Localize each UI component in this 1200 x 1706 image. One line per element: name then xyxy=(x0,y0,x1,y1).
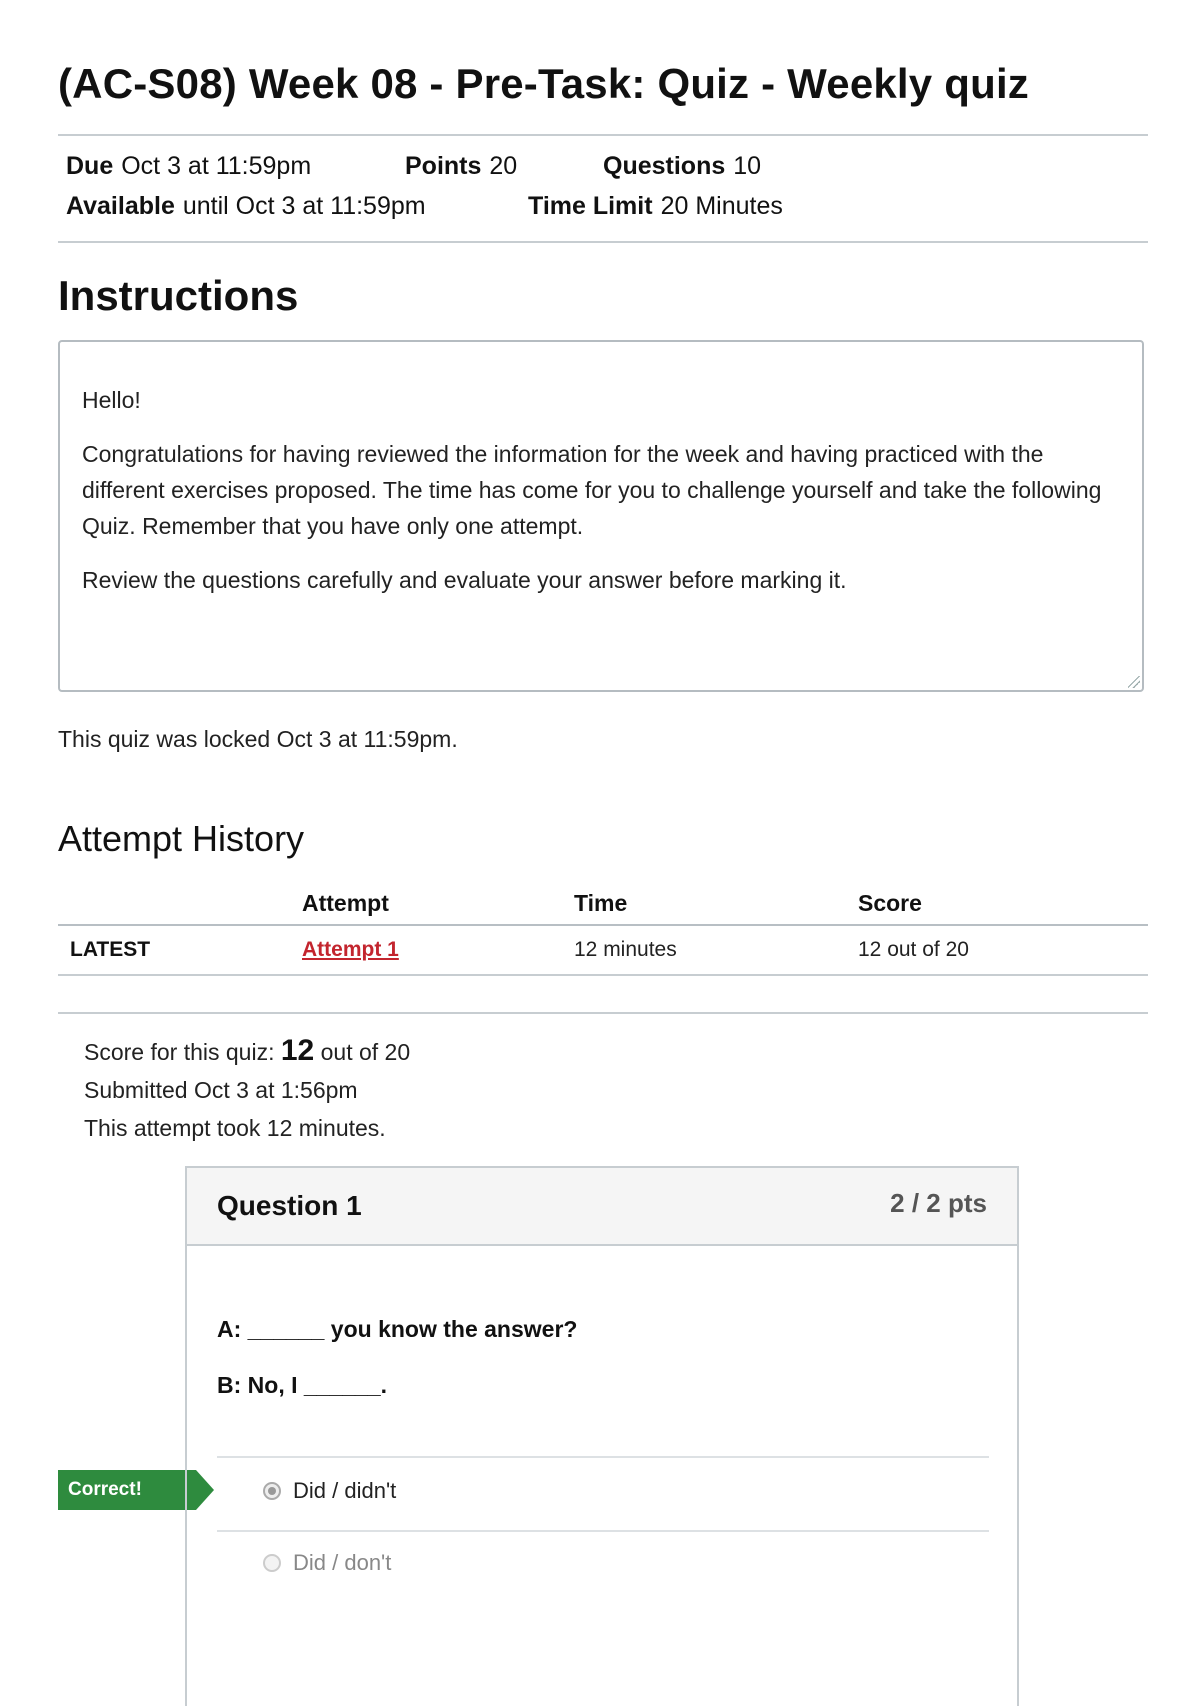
submitted-line: Submitted Oct 3 at 1:56pm xyxy=(84,1077,358,1103)
score-prefix: Score for this quiz: xyxy=(84,1039,275,1065)
score-suffix: out of 20 xyxy=(320,1039,411,1065)
history-divider xyxy=(58,1012,1148,1014)
score-cell: 12 out of 20 xyxy=(858,925,1148,975)
question-card xyxy=(185,1166,1019,1706)
answer-option-1[interactable] xyxy=(263,1478,396,1504)
meta-divider xyxy=(58,241,1148,243)
questions-value: 10 xyxy=(733,152,762,180)
attempt-1-link[interactable]: Attempt 1 xyxy=(302,938,399,961)
due-meta xyxy=(66,152,311,181)
available-value: until Oct 3 at 11:59pm xyxy=(182,192,426,220)
question-title: Question 1 xyxy=(217,1190,362,1221)
points-label: Points xyxy=(405,152,482,180)
question-line-b: B: No, I ______. xyxy=(217,1372,388,1398)
score-line xyxy=(84,1032,410,1071)
available-label: Available xyxy=(66,192,175,220)
attempt-cell xyxy=(302,925,574,975)
answer-option-1-label: Did / didn't xyxy=(293,1478,397,1503)
table-header-row xyxy=(58,882,1148,925)
questions-meta xyxy=(603,152,761,181)
instructions-greeting: Hello! xyxy=(82,387,141,413)
instructions-box[interactable] xyxy=(58,340,1144,692)
answer-option-2[interactable] xyxy=(263,1550,391,1576)
correct-answer-flag: Correct! xyxy=(58,1470,196,1510)
duration-line: This attempt took 12 minutes. xyxy=(84,1115,386,1141)
instructions-heading: Instructions xyxy=(58,272,299,319)
available-meta xyxy=(66,192,426,221)
radio-unselected-icon[interactable] xyxy=(263,1554,281,1572)
col-header-score: Score xyxy=(858,882,1148,925)
score-value: 12 xyxy=(280,1034,315,1067)
points-meta xyxy=(405,152,517,181)
time-limit-value: 20 Minutes xyxy=(660,192,783,220)
quiz-title: (AC-S08) Week 08 - Pre-Task: Quiz - Weekly quiz xyxy=(58,60,1030,107)
radio-selected-icon[interactable] xyxy=(263,1482,281,1500)
title-divider xyxy=(58,134,1148,136)
time-limit-label: Time Limit xyxy=(528,192,653,220)
time-limit-meta xyxy=(528,192,783,221)
time-cell: 12 minutes xyxy=(574,925,858,975)
col-header-attempt: Attempt xyxy=(302,882,574,925)
locked-notice: This quiz was locked Oct 3 at 11:59pm. xyxy=(58,726,458,752)
table-row xyxy=(58,925,1148,975)
col-header-tag xyxy=(58,882,302,925)
question-points: 2 / 2 pts xyxy=(890,1188,987,1218)
latest-tag: LATEST xyxy=(58,925,302,975)
points-value: 20 xyxy=(489,152,518,180)
attempt-history-table xyxy=(58,882,1148,976)
questions-label: Questions xyxy=(603,152,726,180)
answer-option-2-label: Did / don't xyxy=(293,1550,392,1575)
resize-grip-icon[interactable] xyxy=(1128,676,1140,688)
due-value: Oct 3 at 11:59pm xyxy=(121,152,312,180)
instructions-body: Congratulations for having reviewed the information for the week and having practiced with the different exercises proposed. The time has come for you to challenge yourself and take the following Quiz. Remember that you have only one attempt. xyxy=(82,441,1102,539)
answer-divider xyxy=(217,1456,989,1458)
due-label: Due xyxy=(66,152,114,180)
answer-divider xyxy=(217,1530,989,1532)
score-summary xyxy=(84,1032,410,1147)
attempt-history-heading: Attempt History xyxy=(58,818,305,859)
question-line-a: A: ______ you know the answer? xyxy=(217,1316,578,1342)
question-header xyxy=(187,1168,1017,1246)
instructions-review: Review the questions carefully and evaluate your answer before marking it. xyxy=(82,567,847,593)
col-header-time: Time xyxy=(574,882,858,925)
